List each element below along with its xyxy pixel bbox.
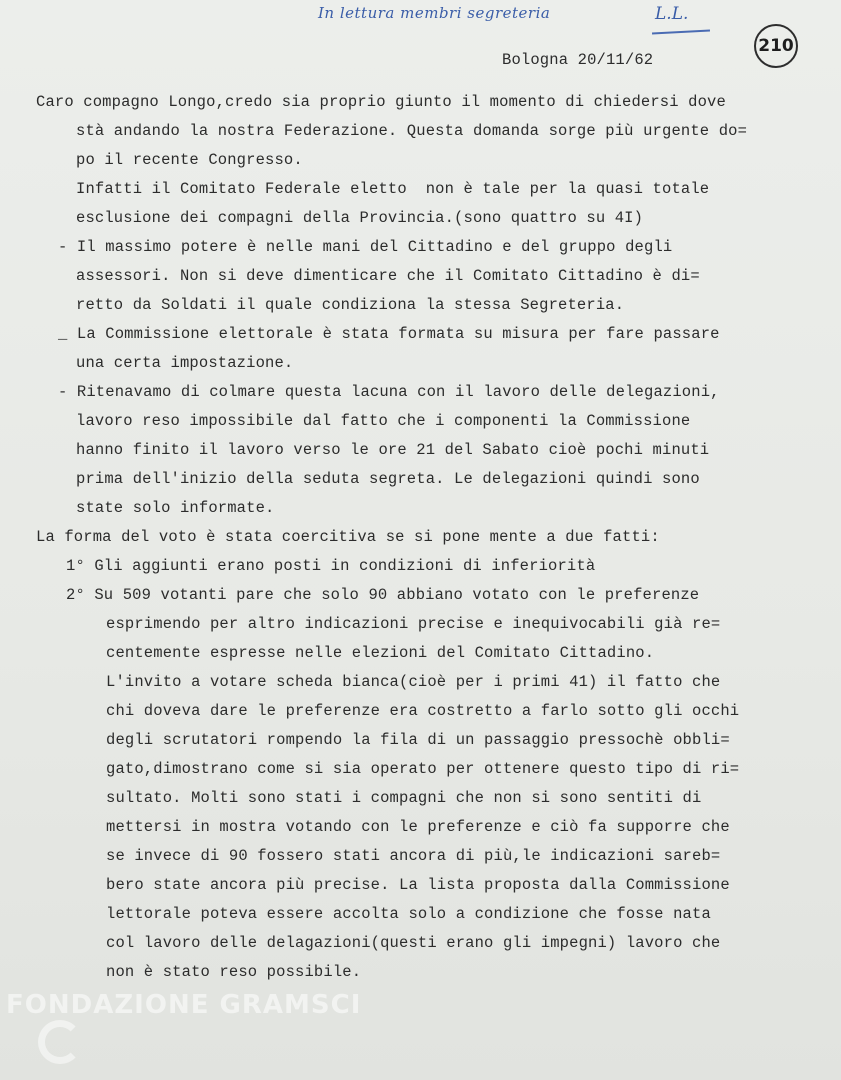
body-line: Caro compagno Longo,credo sia proprio giunto il momento di chiedersi dove (36, 93, 726, 111)
body-line: sultato. Molti sono stati i compagni che non si sono sentiti di (106, 789, 702, 807)
body-line: chi doveva dare le preferenze era costretto a farlo sotto gli occhi (106, 702, 740, 720)
body-line: bero state ancora più precise. La lista proposta dalla Commissione (106, 876, 730, 894)
body-line: una certa impostazione. (76, 354, 294, 372)
body-line: - Ritenavamo di colmare questa lacuna con il lavoro delle delegazioni, (58, 383, 720, 401)
body-line: gato,dimostrano come si sia operato per ottenere questo tipo di ri= (106, 760, 740, 778)
body-line: prima dell'inizio della seduta segreta. Le delegazioni quindi sono (76, 470, 700, 488)
body-line: non è stato reso possibile. (106, 963, 362, 981)
body-line: centemente espresse nelle elezioni del Comitato Cittadino. (106, 644, 655, 662)
body-line: 1° Gli aggiunti erano posti in condizioni di inferiorità (66, 557, 596, 575)
body-line: hanno finito il lavoro verso le ore 21 del Sabato cioè pochi minuti (76, 441, 710, 459)
body-line: assessori. Non si deve dimenticare che il Comitato Cittadino è di= (76, 267, 700, 285)
body-line: lettorale poteva essere accolta solo a condizione che fosse nata (106, 905, 711, 923)
body-line: 2° Su 509 votanti pare che solo 90 abbiano votato con le preferenze (66, 586, 700, 604)
handwritten-initials: L.L. (655, 4, 689, 24)
body-line: esclusione dei compagni della Provincia.(sono quattro su 4I) (76, 209, 644, 227)
body-line: retto da Soldati il quale condiziona la stessa Segreteria. (76, 296, 625, 314)
archive-watermark: FONDAZIONE GRAMSCI (6, 990, 362, 1020)
letter-date: Bologna 20/11/62 (502, 51, 654, 69)
body-line: - Il massimo potere è nelle mani del Cittadino e del gruppo degli (58, 238, 673, 256)
page-number-stamp: 210 (754, 24, 798, 68)
body-line: mettersi in mostra votando con le preferenze e ciò fa supporre che (106, 818, 730, 836)
body-line: col lavoro delle delagazioni(questi erano gli impegni) lavoro che (106, 934, 721, 952)
body-line: L'invito a votare scheda bianca(cioè per i primi 41) il fatto che (106, 673, 721, 691)
body-line: _ La Commissione elettorale è stata formata su misura per fare passare (58, 325, 720, 343)
handwritten-note: In lettura membri segreteria (318, 4, 551, 22)
body-line: po il recente Congresso. (76, 151, 303, 169)
body-line: se invece di 90 fossero stati ancora di più,le indicazioni sareb= (106, 847, 721, 865)
body-line: esprimendo per altro indicazioni precise e inequivocabili già re= (106, 615, 721, 633)
body-line: state solo informate. (76, 499, 275, 517)
body-line: lavoro reso impossibile dal fatto che i componenti la Commissione (76, 412, 691, 430)
body-line: La forma del voto è stata coercitiva se si pone mente a due fatti: (36, 528, 660, 546)
body-line: degli scrutatori rompendo la fila di un passaggio pressochè obbli= (106, 731, 730, 749)
body-line: stà andando la nostra Federazione. Questa domanda sorge più urgente do= (76, 122, 748, 140)
initials-underline (652, 29, 710, 34)
watermark-logo-icon (38, 1020, 82, 1064)
body-line: Infatti il Comitato Federale eletto non è tale per la quasi totale (76, 180, 710, 198)
